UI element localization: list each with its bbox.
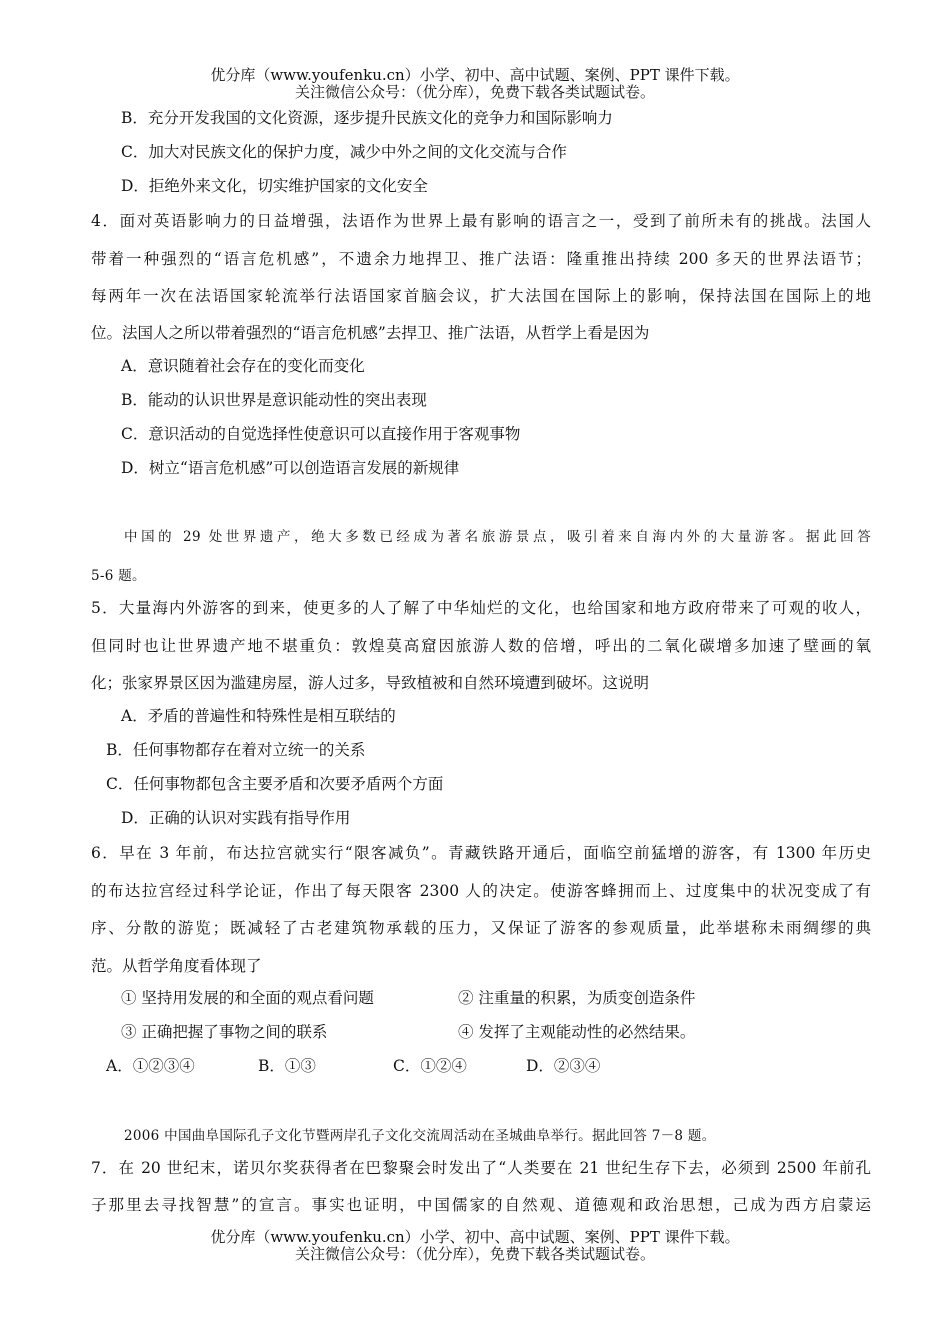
q7-stem-line-2: 子那里去寻找智慧”的宣言。事实也证明，中国儒家的自然观、道德观和政治思想，己成为西方启蒙运 (91, 1196, 871, 1214)
intro-7-8: 2006 中国曲阜国际孔子文化节暨两岸孔子文化交流周活动在圣城曲阜举行。据此回答 7－8 题。 (124, 1128, 716, 1144)
q7-stem-line-1: 7．在 20 世纪末，诺贝尔奖获得者在巴黎聚会时发出了“人类要在 21 世纪生存下去，必须到 2500 年前孔 (91, 1159, 871, 1177)
q6-statement-2: ② 注重量的积累，为质变创造条件 (458, 989, 696, 1007)
q6-option-b: B．①③ (258, 1057, 316, 1075)
q4-option-c: C．意识活动的自觉选择性使意识可以直接作用于客观事物 (121, 425, 521, 443)
q5-option-c: C．任何事物都包含主要矛盾和次要矛盾两个方面 (106, 775, 444, 793)
q6-stem-line-2: 的布达拉宫经过科学论证，作出了每天限客 2300 人的决定。使游客蜂拥而上、过度集中的状况变成了有 (91, 882, 871, 900)
q6-option-c: C．①②④ (393, 1057, 467, 1075)
q6-statement-1: ① 坚持用发展的和全面的观点看问题 (121, 989, 374, 1007)
page-footer (0, 1229, 950, 1263)
q4-option-d: D．树立“语言危机感”可以创造语言发展的新规律 (121, 459, 460, 477)
q5-stem-line-1: 5．大量海内外游客的到来，使更多的人了解了中华灿烂的文化，也给国家和地方政府带来了可观的收人， (91, 599, 871, 617)
page-header (0, 67, 950, 101)
q5-stem-line-2: 但同时也让世界遗产地不堪重负：敦煌莫高窟因旅游人数的倍增，呼出的二氧化碳增多加速了壁画的氧 (91, 637, 871, 655)
footer-line-2: 关注微信公众号：（优分库），免费下载各类试题试卷。 (294, 1245, 655, 1263)
q3-option-d: D．拒绝外来文化，切实维护国家的文化安全 (121, 177, 428, 195)
q4-stem-line-2: 带着一种强烈的“语言危机感”，不遗余力地捍卫、推广法语：隆重推出持续 200 多天的世界法语节； (91, 250, 871, 268)
q6-statement-3: ③ 正确把握了事物之间的联系 (121, 1023, 328, 1041)
q5-option-d: D．正确的认识对实践有指导作用 (121, 809, 351, 827)
q6-stem-line-4: 范。从哲学角度看体现了 (91, 957, 262, 975)
q3-option-b: B．充分开发我国的文化资源，逐步提升民族文化的竞争力和国际影响力 (121, 109, 613, 127)
intro-5-6-line-1: 中国的 29 处世界遗产，绝大多数已经成为著名旅游景点，吸引着来自海内外的大量游客。据此回答 (124, 529, 871, 545)
q4-stem-line-4: 位。法国人之所以带着强烈的“语言危机感”去捍卫、推广法语，从哲学上看是因为 (91, 324, 650, 342)
q5-option-a: A．矛盾的普遍性和特殊性是相互联结的 (121, 707, 396, 725)
q4-stem-line-3: 每两年一次在法语国家轮流举行法语国家首脑会议，扩大法国在国际上的影响，保持法国在国际上的地 (91, 287, 871, 305)
q3-option-c: C．加大对民族文化的保护力度，减少中外之间的文化交流与合作 (121, 143, 567, 161)
q4-option-a: A．意识随着社会存在的变化而变化 (121, 357, 365, 375)
header-line-2: 关注微信公众号：（优分库），免费下载各类试题试卷。 (294, 83, 655, 101)
q4-stem-line-1: 4．面对英语影响力的日益增强，法语作为世界上最有影响的语言之一，受到了前所未有的挑战。法国人 (91, 212, 871, 230)
footer-line-1: 优分库（www.youfenku.cn）小学、初中、高中试题、案例、PPT 课件下载。 (210, 1228, 740, 1246)
q6-option-d: D．②③④ (526, 1057, 601, 1075)
q6-stem-line-1: 6．早在 3 年前，布达拉宫就实行“限客减负”。青藏铁路开通后，面临空前猛增的游客，有 1300 年历史 (91, 844, 871, 862)
q6-statement-4: ④ 发挥了主观能动性的必然结果。 (458, 1023, 696, 1041)
q4-option-b: B．能动的认识世界是意识能动性的突出表现 (121, 391, 427, 409)
q5-option-b: B．任何事物都存在着对立统一的关系 (106, 741, 366, 759)
header-line-1: 优分库（www.youfenku.cn）小学、初中、高中试题、案例、PPT 课件下载。 (210, 66, 740, 84)
q6-option-a: A．①②③④ (106, 1057, 195, 1075)
q5-stem-line-3: 化；张家界景区因为滥建房屋，游人过多，导致植被和自然环境遭到破坏。这说明 (91, 674, 650, 692)
q6-stem-line-3: 序、分散的游览；既减轻了古老建筑物承载的压力，又保证了游客的参观质量，此举堪称未雨绸缪的典 (91, 919, 871, 937)
intro-5-6-line-2: 5-6 题。 (91, 568, 146, 584)
